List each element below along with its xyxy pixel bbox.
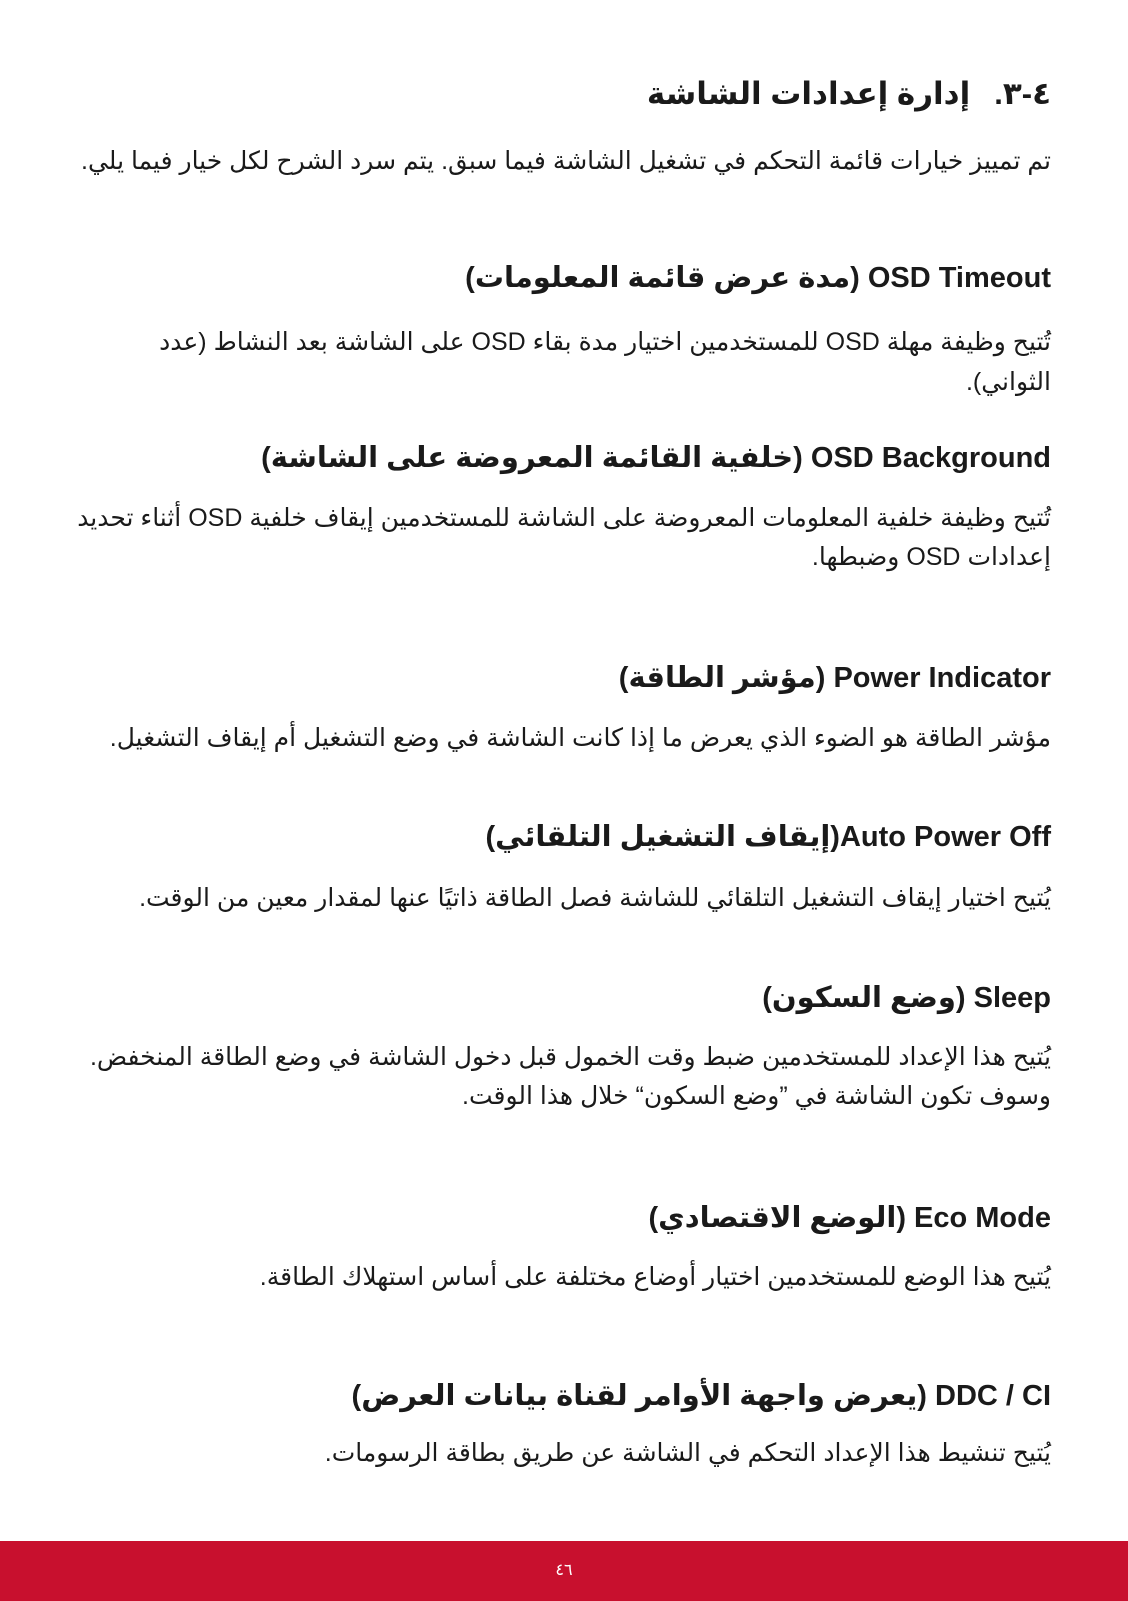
heading-osd-background: OSD Background (خلفية القائمة المعروضة على الشاشة) bbox=[261, 442, 1051, 474]
paragraph-power-indicator: مؤشر الطاقة هو الضوء الذي يعرض ما إذا كانت الشاشة في وضع التشغيل أم إيقاف التشغيل. bbox=[109, 724, 1051, 752]
heading-ddc-ci: DDC / CI (يعرض واجهة الأوامر لقناة بيانات العرض) bbox=[351, 1380, 1051, 1412]
section-title bbox=[71, 74, 1051, 114]
paragraph-auto-power-off: يُتيح اختيار إيقاف التشغيل التلقائي للشاشة فصل الطاقة ذاتيًا عنها لمقدار معين من الوقت. bbox=[139, 884, 1051, 912]
paragraph-eco-mode: يُتيح هذا الوضع للمستخدمين اختيار أوضاع مختلفة على أساس استهلاك الطاقة. bbox=[259, 1263, 1051, 1291]
paragraph-sleep-line-2: وسوف تكون الشاشة في ”وضع السكون“ خلال هذا الوقت. bbox=[462, 1082, 1051, 1110]
heading-osd-timeout: OSD Timeout (مدة عرض قائمة المعلومات) bbox=[465, 262, 1051, 294]
heading-eco-mode: Eco Mode (الوضع الاقتصادي) bbox=[648, 1202, 1051, 1234]
heading-sleep: Sleep (وضع السكون) bbox=[762, 982, 1051, 1014]
section-title-text: إدارة إعدادات الشاشة bbox=[646, 76, 971, 111]
paragraph-osd-background-line-1: تُتيح وظيفة خلفية المعلومات المعروضة على الشاشة للمستخدمين إيقاف خلفية OSD أثناء تحديد bbox=[77, 504, 1051, 532]
heading-auto-power-off: Auto Power Off(إيقاف التشغيل التلقائي) bbox=[485, 821, 1051, 853]
footer-bar bbox=[0, 1541, 1128, 1601]
page-number: ٤٦ bbox=[555, 1562, 573, 1579]
paragraph-osd-background-line-2: إعدادات OSD وضبطها. bbox=[811, 543, 1051, 571]
paragraph-osd-timeout: تُتيح وظيفة مهلة OSD للمستخدمين اختيار مدة بقاء OSD على الشاشة بعد النشاط (عدد الثواني). bbox=[159, 328, 1051, 396]
heading-power-indicator: Power Indicator (مؤشر الطاقة) bbox=[618, 662, 1051, 694]
paragraph-sleep-line-1: يُتيح هذا الإعداد للمستخدمين ضبط وقت الخمول قبل دخول الشاشة في وضع الطاقة المنخفض. bbox=[89, 1043, 1051, 1071]
section-intro: تم تمييز خيارات قائمة التحكم في تشغيل الشاشة فيما سبق. يتم سرد الشرح لكل خيار فيما يلي. bbox=[81, 147, 1051, 175]
section-number: ٤-٣. bbox=[994, 76, 1051, 111]
paragraph-ddc-ci: يُتيح تنشيط هذا الإعداد التحكم في الشاشة عن طريق بطاقة الرسومات. bbox=[324, 1439, 1051, 1467]
